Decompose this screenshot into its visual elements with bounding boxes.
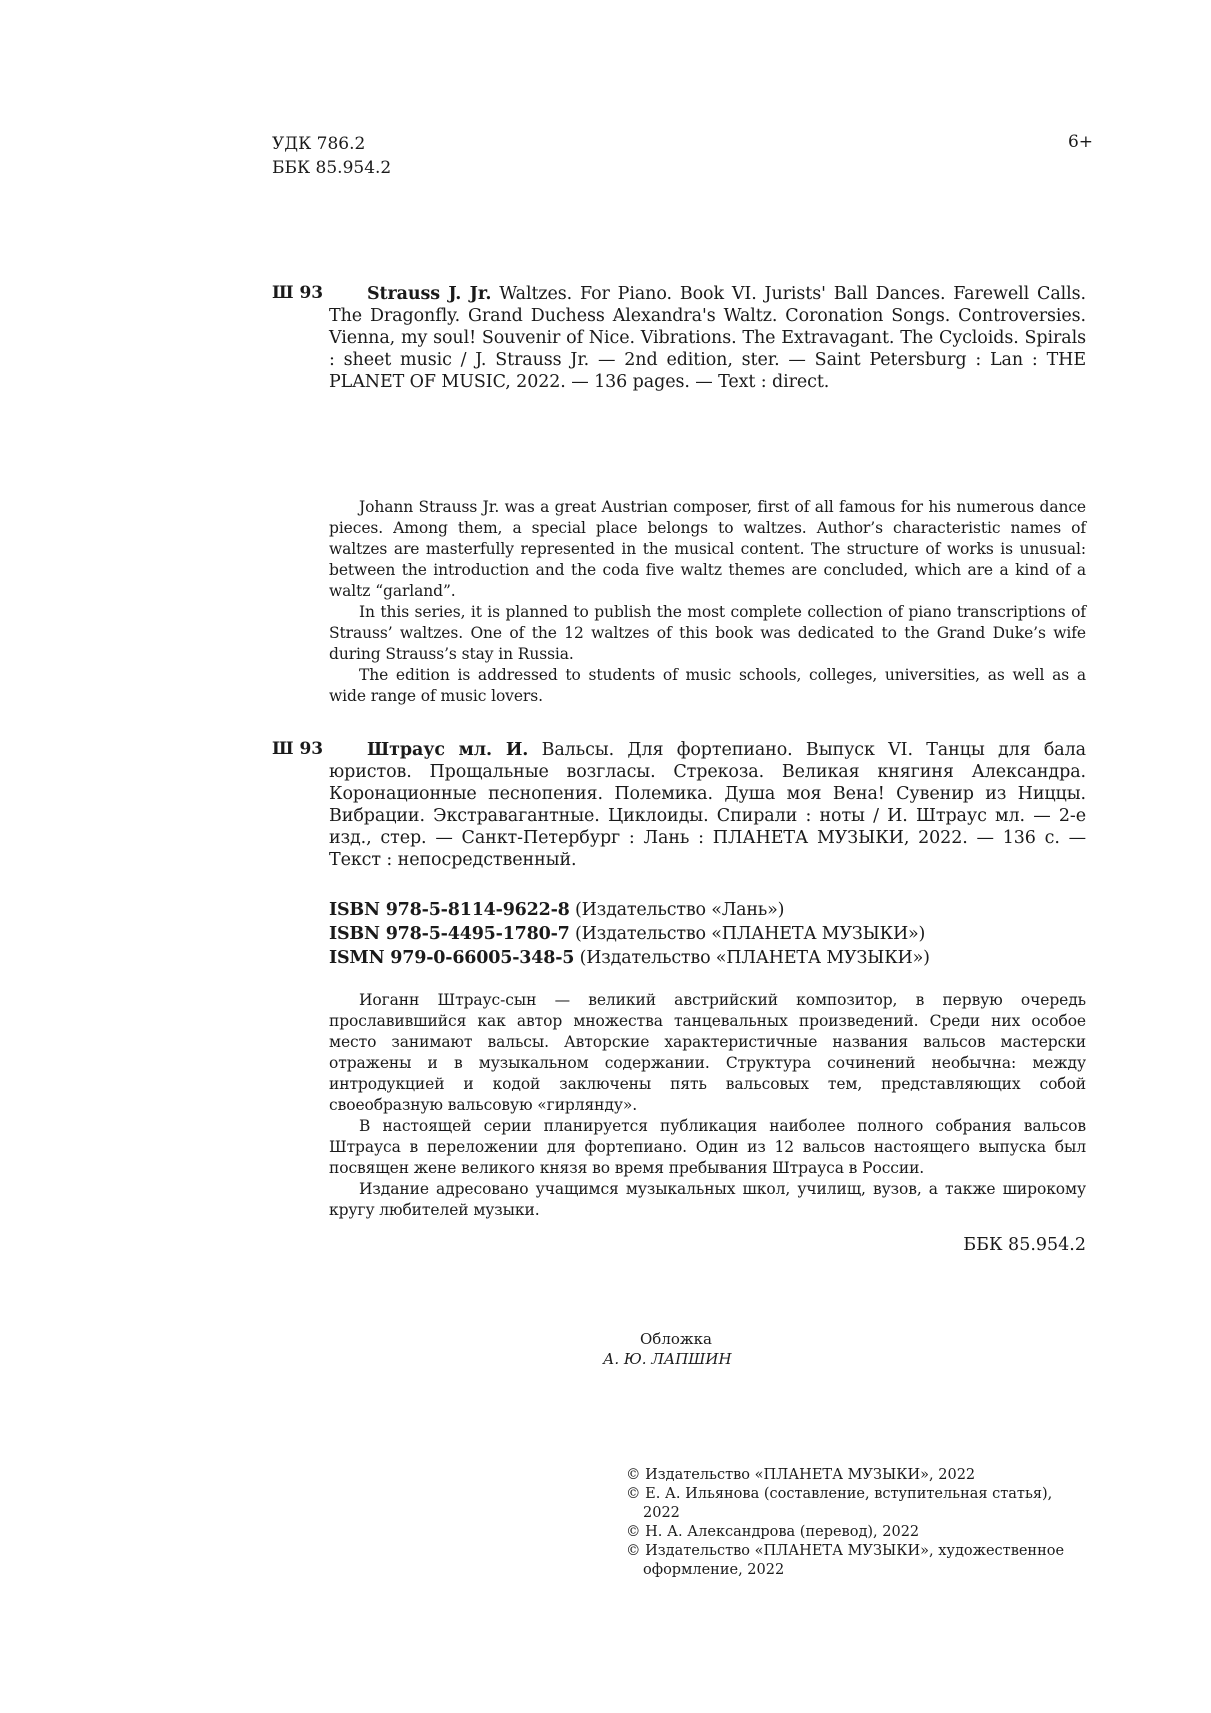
russian-author-sign: Ш 93 <box>272 739 324 759</box>
isbn-list <box>329 898 1086 970</box>
age-rating: 6+ <box>1067 132 1093 152</box>
cover-credit <box>560 1329 860 1369</box>
isbn-publisher: (Издательство «Лань») <box>575 900 785 920</box>
russian-abstract-paragraph: В настоящей серии планируется публикация наиболее полного собрания вальсов Штрауса в переложении для фортепиано. Один из 12 вальсов настоящего выпуска был посвящен жене великого князя во время пребывания Штрауса в России. <box>329 1117 1086 1177</box>
copyright-line: © Издательство «ПЛАНЕТА МУЗЫКИ», художественное оформление, 2022 <box>626 1543 1065 1578</box>
copyright-line: © Издательство «ПЛАНЕТА МУЗЫКИ», 2022 <box>626 1467 976 1483</box>
classification-block <box>272 132 391 180</box>
bbk-code: ББК 85.954.2 <box>272 158 392 178</box>
english-abstract-paragraph: In this series, it is planned to publish the most complete collection of piano transcriptions of Strauss’ waltzes. One of the 12 waltzes of this book was dedicated to the Grand Duke’s wife during Strauss’s stay in Russia. <box>329 603 1086 663</box>
isbn-number: ISBN 978-5-4495-1780-7 <box>329 924 570 944</box>
english-abstract-paragraph: Johann Strauss Jr. was a great Austrian composer, first of all famous for his numerous dance pieces. Among them, a special place belongs to waltzes. Author’s characteristic names of waltzes are masterfully represented in the musical content. The structure of works is unusual: between the introduction and the coda five waltz themes are concluded, which are a kind of a waltz “garland”. <box>329 498 1086 600</box>
cover-credit-label: Обложка <box>640 1330 713 1348</box>
english-abstract-paragraph: The edition is addressed to students of music schools, colleges, universities, as well as a wide range of music lovers. <box>329 666 1086 705</box>
russian-abstract <box>329 990 1086 1221</box>
english-author-sign: Ш 93 <box>272 283 324 303</box>
isbn-row <box>329 898 1086 922</box>
russian-entry-text: Вальсы. Для фортепиано. Выпуск VI. Танцы для бала юристов. Прощальные возгласы. Стрекоза. Великая княгиня Александра. Коронационные песнопения. Полемика. Душа моя Вена! Сувенир из Ниццы. Вибрации. Экстравагантные. Циклоиды. Спирали : ноты / И. Штраус мл. — 2-е изд., стер. — Санкт-Петербург : Лань : ПЛАНЕТА МУЗЫКИ, 2022. — 136 с. — Текст : непосредственный. <box>329 740 1086 870</box>
russian-abstract-paragraph: Иоганн Штраус-сын — великий австрийский композитор, в первую очередь прославившийся как автор множества танцевальных произведений. Среди них особое место занимают вальсы. Авторские характеристичные названия вальсов мастерски отражены и в музыкальном содержании. Структура сочинений необычна: между интродукцией и кодой заключены пять вальсовых тем, представляющих собой своеобразную вальсовую «гирлянду». <box>329 991 1086 1114</box>
russian-bibliographic-entry <box>329 739 1086 871</box>
russian-author: Штраус мл. И. <box>367 740 529 760</box>
ismn-row <box>329 946 1086 970</box>
udk-code: УДК 786.2 <box>272 134 366 154</box>
copyright-line: © Е. А. Ильянова (составление, вступительная статья), 2022 <box>626 1486 1053 1521</box>
isbn-row <box>329 922 1086 946</box>
isbn-number: ISBN 978-5-8114-9622-8 <box>329 900 570 920</box>
ismn-publisher: (Издательство «ПЛАНЕТА МУЗЫКИ») <box>579 948 930 968</box>
copyright-line: © Н. А. Александрова (перевод), 2022 <box>626 1524 920 1540</box>
english-entry-text: Waltzes. For Piano. Book VI. Jurists' Ball Dances. Farewell Calls. The Dragonfly. Grand Duchess Alexandra's Waltz. Coronation Songs. Controversies. Vienna, my soul! Souvenir of Nice. Vibrations. The Extravagant. The Cycloids. Spirals : sheet music / J. Strauss Jr. — 2nd edition, ster. — Saint Petersburg : Lan : THE PLANET OF MUSIC, 2022. — 136 pages. — Text : direct. <box>329 284 1086 392</box>
bbk-footer-code: ББК 85.954.2 <box>963 1235 1086 1255</box>
isbn-publisher: (Издательство «ПЛАНЕТА МУЗЫКИ») <box>575 924 926 944</box>
copyright-block <box>626 1466 1086 1580</box>
russian-abstract-paragraph: Издание адресовано учащимся музыкальных школ, училищ, вузов, а также широкому кругу любителей музыки. <box>329 1180 1086 1219</box>
ismn-number: ISMN 979-0-66005-348-5 <box>329 948 575 968</box>
english-abstract <box>329 497 1086 707</box>
english-bibliographic-entry <box>329 283 1086 393</box>
english-author: Strauss J. Jr. <box>367 284 492 304</box>
cover-credit-name: А. Ю. ЛАПШИН <box>603 1350 732 1368</box>
